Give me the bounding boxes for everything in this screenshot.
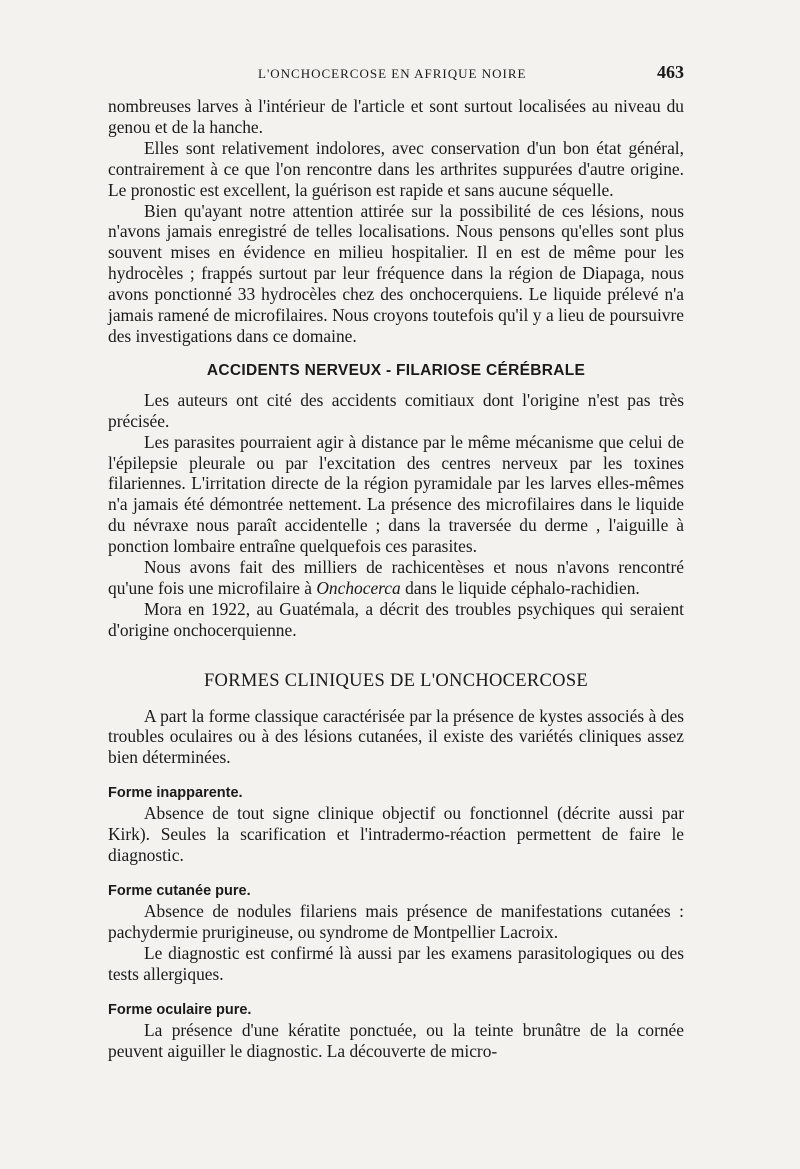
paragraph: Elles sont relativement indolores, avec conservation d'un bon état général, contrairement à ce que l'on rencontre dans les arthrites suppurées d'autre origine. Le pronostic est excellent, la guérison est rapide et sans aucune séquelle. (108, 137, 684, 200)
italic-term: Onchocerca (316, 577, 401, 598)
paragraph: Mora en 1922, au Guatémala, a décrit des troubles psychiques qui seraient d'origine onchocerquienne. (108, 598, 684, 640)
paragraph: Les parasites pourraient agir à distance par le même mécanisme que celui de l'épilepsie pleurale ou par l'excitation des centres nerveux par les toxines filariennes. L'irritation directe de la région pyramidale par les larves elles-mêmes n'a jamais été démontrée nettement. La présence des microfilaires dans le liquide du névraxe nous paraît accidentelle ; dans la traversée du derme , l'aiguille à ponction lombaire entraîne quelquefois ces parasites. (108, 431, 684, 557)
paragraph: Absence de nodules filariens mais présence de manifestations cutanées : pachydermie prurigineuse, ou syndrome de Montpellier Lacroix. (108, 901, 684, 942)
paragraph: Les auteurs ont cité des accidents comitiaux dont l'origine n'est pas très précisée. (108, 389, 684, 431)
paragraph: Bien qu'ayant notre attention attirée sur la possibilité de ces lésions, nous n'avons jamais enregistré de telles localisations. Nous pensons qu'elles sont plus souvent mises en évidence en milieu hospitalier. Il en est de même pour les hydrocèles ; frappés surtout par leur fréquence dans la région de Diapaga, nous avons ponctionné 33 hydrocèles chez des onchocerquiens. Le liquide prélevé n'a jamais ramené de microfilaires. Nous croyons toutefois qu'il y a lieu de poursuivre des investigations dans ce domaine. (108, 200, 684, 346)
section-heading: ACCIDENTS NERVEUX - FILARIOSE CÉRÉBRALE (206, 361, 586, 379)
page-header (108, 62, 684, 90)
subsection-heading: Forme oculaire pure. (108, 1001, 252, 1018)
paragraph: La présence d'une kératite ponctuée, ou la teinte brunâtre de la cornée peuvent aiguiller le diagnostic. La découverte de micro- (108, 1019, 684, 1061)
paragraph-text: Nous avons fait des milliers de rachicentèses et nous n'avons rencontré qu'une fois une microfilaire à (108, 557, 684, 598)
subsection-heading: Forme inapparente. (108, 785, 243, 802)
paragraph-text: dans le liquide céphalo-rachidien. (400, 577, 640, 598)
running-title: L'ONCHOCERCOSE EN AFRIQUE NOIRE (258, 66, 527, 81)
section-heading: FORMES CLINIQUES DE L'ONCHOCERCOSE (203, 670, 589, 691)
paragraph: nombreuses larves à l'intérieur de l'article et sont surtout localisées au niveau du genou et de la hanche. (108, 96, 684, 137)
paragraph: Absence de tout signe clinique objectif ou fonctionnel (décrite aussi par Kirk). Seules la scarification et l'intradermo-réaction permettent de faire le diagnostic. (108, 803, 684, 866)
paragraph: A part la forme classique caractérisée par la présence de kystes associés à des troubles oculaires ou à des lésions cutanées, il existe des variétés cliniques assez bien déterminées. (108, 705, 684, 768)
body-text (108, 96, 684, 1061)
page-number: 463 (657, 62, 684, 82)
subsection-heading: Forme cutanée pure. (108, 883, 251, 899)
paragraph (108, 557, 684, 599)
paragraph: Le diagnostic est confirmé là aussi par les examens parasitologiques ou des tests allergiques. (108, 942, 684, 984)
